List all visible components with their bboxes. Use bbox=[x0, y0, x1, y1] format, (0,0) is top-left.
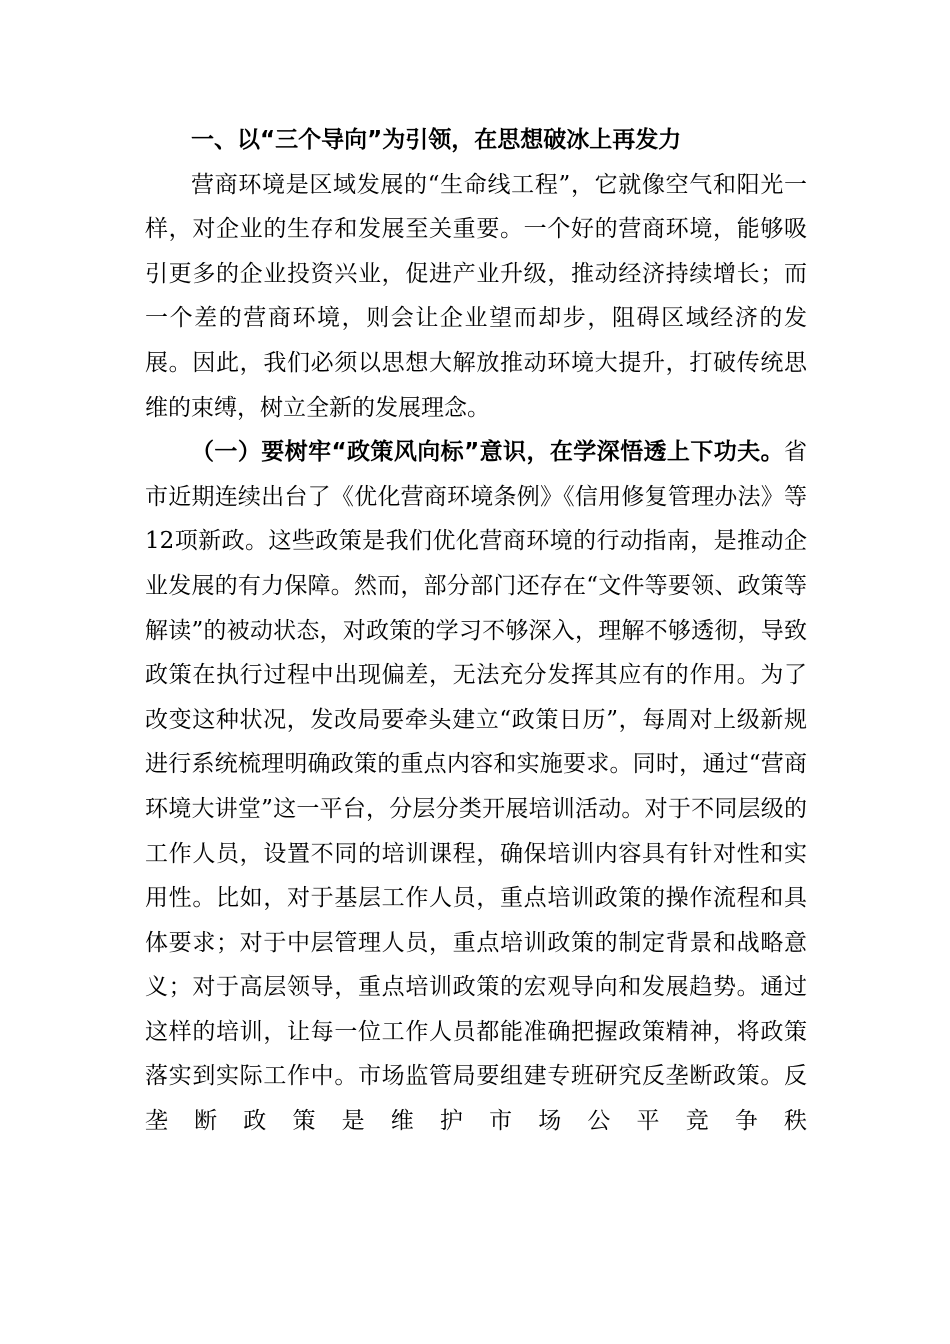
paragraph-2-heading: （一）要树牢“政策风向标”意识，在学深悟透上下功夫。 bbox=[191, 439, 784, 466]
section-heading: 一、以“三个导向”为引领，在思想破冰上再发力 bbox=[191, 127, 682, 153]
document-page bbox=[145, 118, 807, 1144]
paragraph-2 bbox=[145, 430, 807, 1144]
paragraph-2-body: 省市近期连续出台了《优化营商环境条例》《信用修复管理办法》等12项新政。这些政策是我们优化营商环境的行动指南，是推动企业发展的有力保障。然而，部分部门还存在“文件等要领、政策等解读”的被动状态，对政策的学习不够深入，理解不够透彻，导致政策在执行过程中出现偏差，无法充分发挥其应有的作用。为了改变这种状况，发改局要牵头建立“政策日历”，每周对上级新规进行系统梳理明确政策的重点内容和实施要求。同时，通过“营商环境大讲堂”这一平台，分层分类开展培训活动。对于不同层级的工作人员，设置不同的培训课程，确保培训内容具有针对性和实用性。比如，对于基层工作人员，重点培训政策的操作流程和具体要求；对于中层管理人员，重点培训政策的制定背景和战略意义；对于高层领导，重点培训政策的宏观导向和发展趋势。通过这样的培训，让每一位工作人员都能准确把握政策精神，将政策落实到实际工作中。市场监管局要组建专班研究反垄断政策。反垄断政策是维护市场公平竞争秩 bbox=[145, 439, 807, 1135]
paragraph-1: 营商环境是区域发展的“生命线工程”，它就像空气和阳光一样，对企业的生存和发展至关重要。一个好的营商环境，能够吸引更多的企业投资兴业，促进产业升级，推动经济持续增长；而一个差的营商环境，则会让企业望而却步，阻碍区域经济的发展。因此，我们必须以思想大解放推动环境大提升，打破传统思维的束缚，树立全新的发展理念。 bbox=[145, 171, 807, 421]
